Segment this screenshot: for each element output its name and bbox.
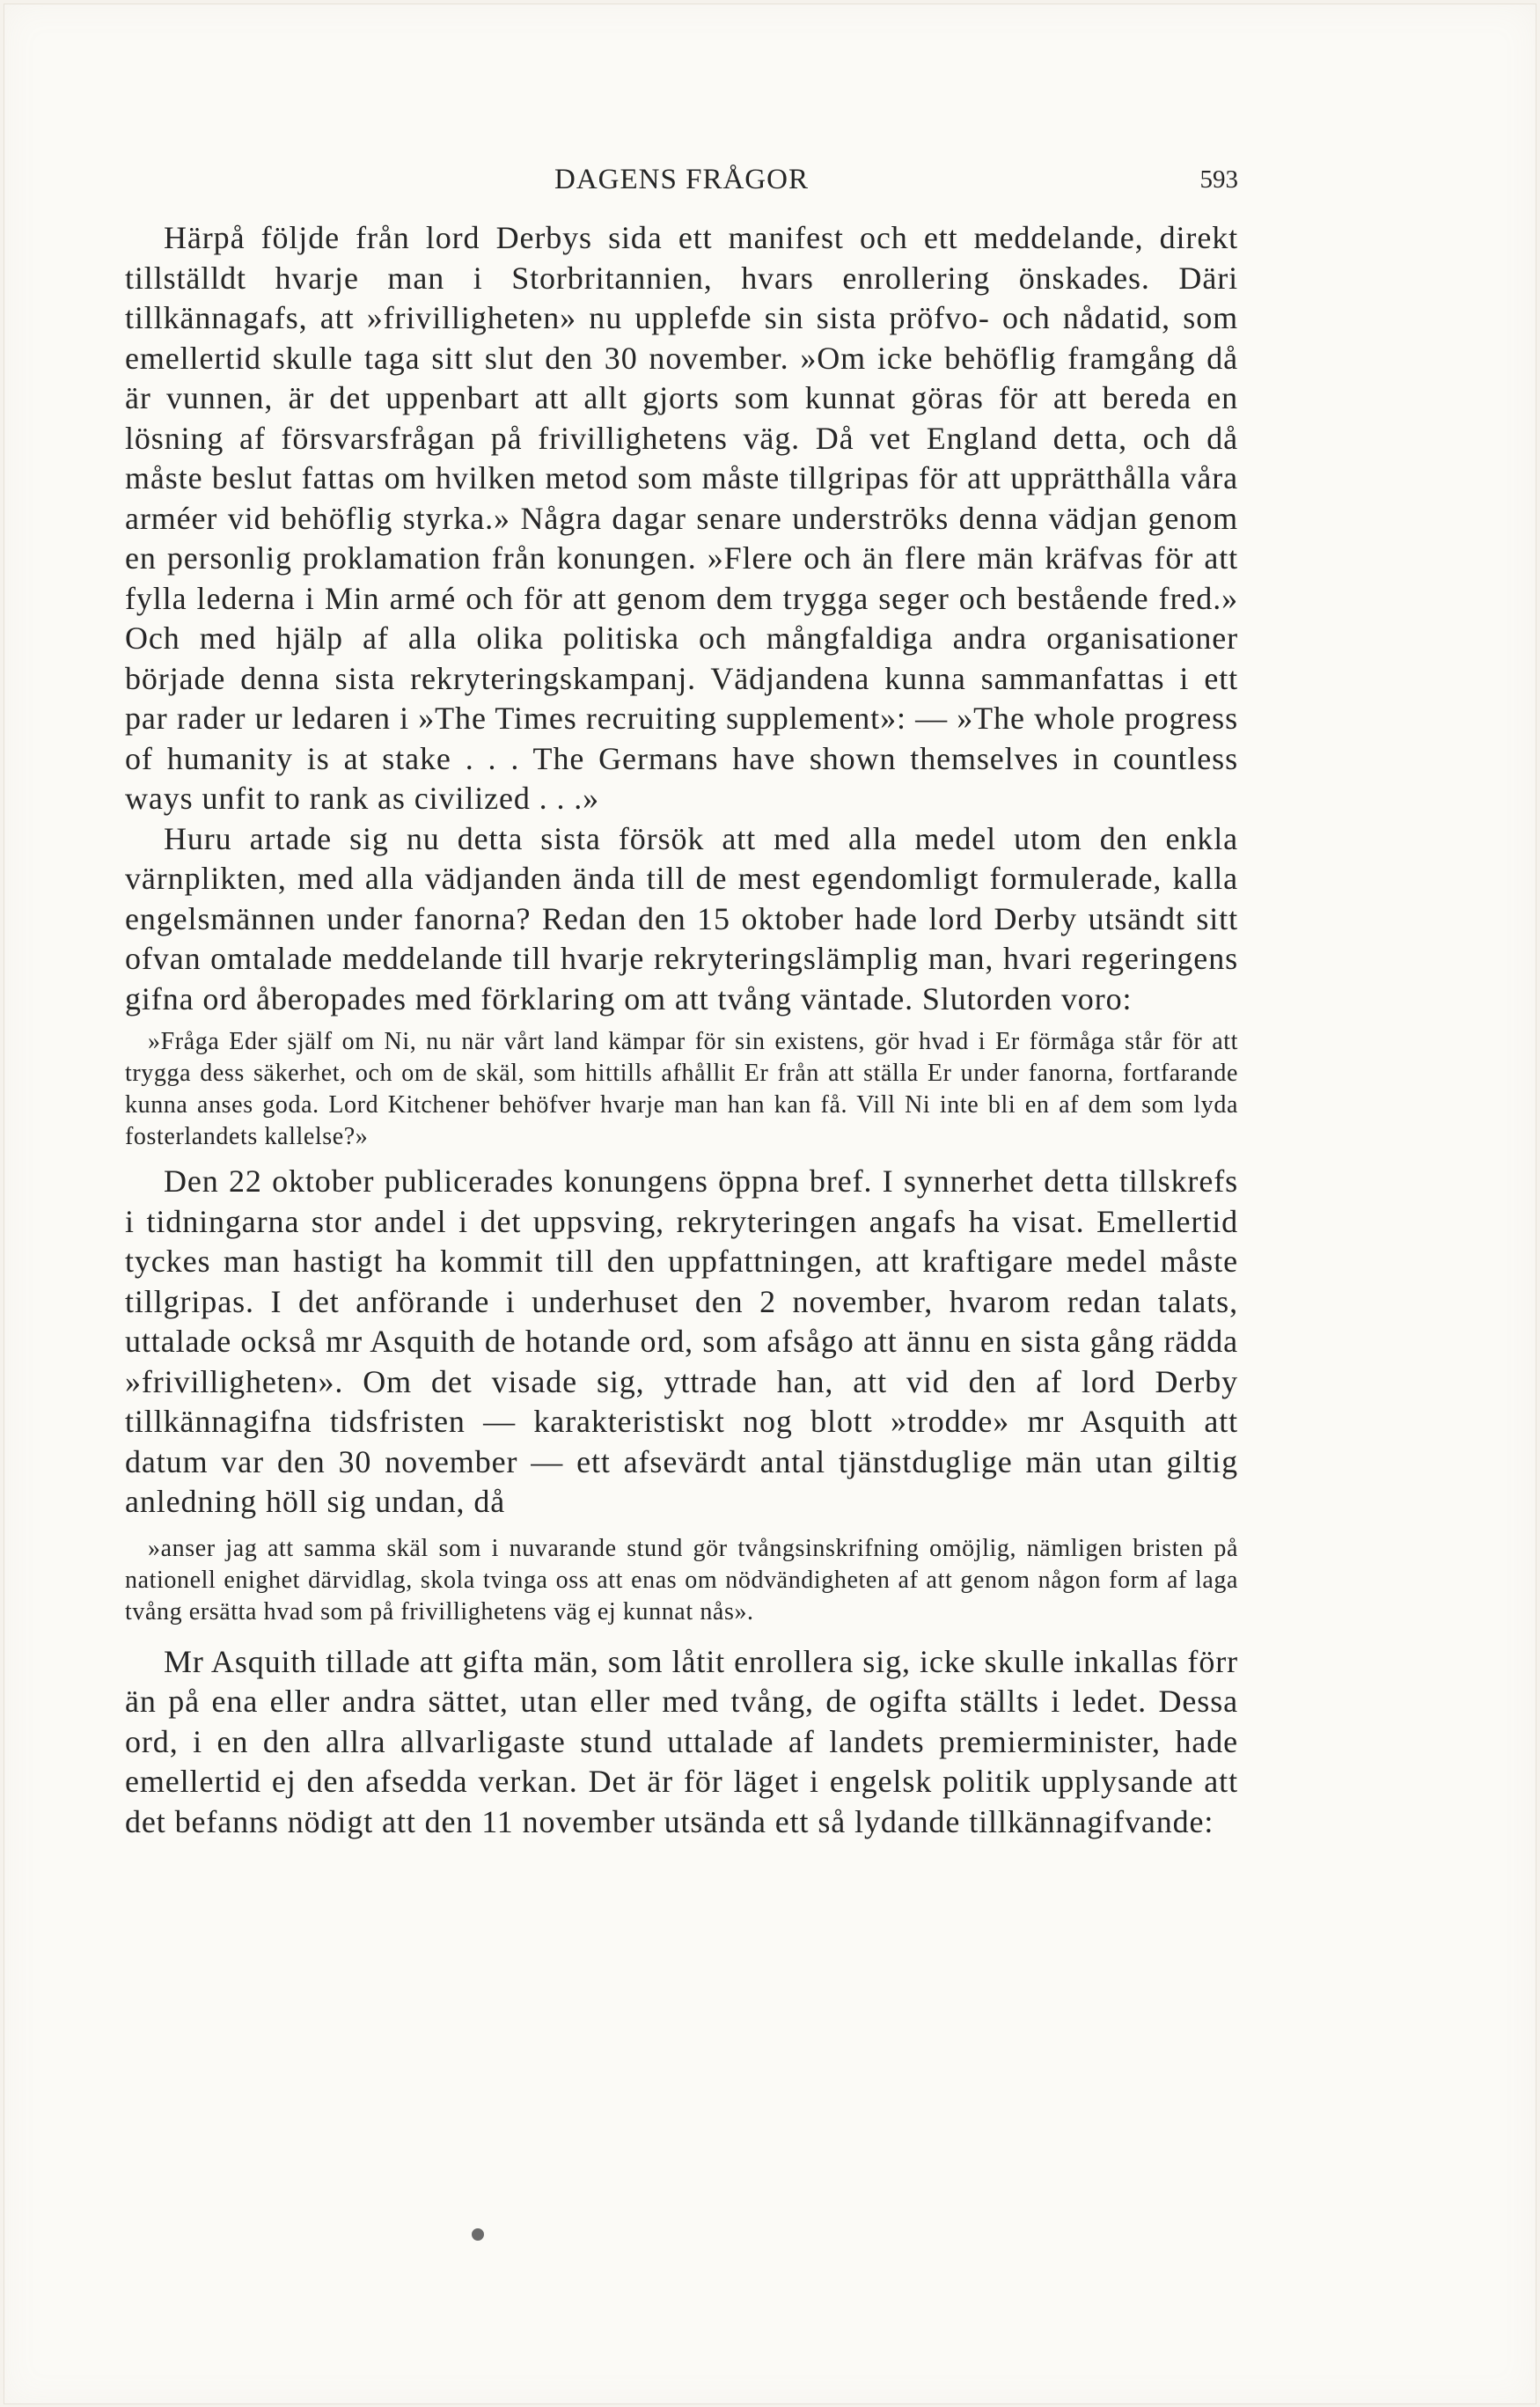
quote-derby-letter: »Fråga Eder själf om Ni, nu när vårt land kämpar för sin existens, gör hvad i Er förmåga står för att trygga dess säkerhet, och om de skäl, som hittills afhållit Er från att ställa Er under fanorna, fortfarande kunna anses goda. Lord Kitchener behöfver hvarje man han kan få. Vill Ni inte bli en af dem som lyda fosterlandets kallelse?»: [125, 1028, 1238, 1150]
paragraph-last-attempt: Huru artade sig nu detta sista försök att med alla medel utom den enkla värnplikten, med alla vädjanden ända till de mest egendomligt formulerade, kalla engelsmännen under fanorna? Redan den 15 oktober hade lord Derby utsändt sitt ofvan omtalade meddelande till hvarje rekryteringslämplig man, hvari regeringens gifna ord åberopades med förklaring om att tvång väntade. Slutorden voro:: [125, 820, 1238, 1016]
book-page: [125, 158, 1238, 1842]
running-head: [125, 158, 1238, 202]
paragraph-married-men: Mr Asquith tillade att gifta män, som låtit enrollera sig, icke skulle inkallas förr än på ena eller andra sättet, utan eller med tvång, de ogifta ställts i ledet. Dessa ord, i en den allra allvarligaste stund uttalade af landets premierminister, hade emellertid ej den afsedda verkan. Det är för läget i engelsk politik upplysande att det befanns nödigt att den 11 november utsända ett så lydande tillkännagifvande:: [125, 1643, 1238, 1839]
page-body: [125, 218, 1238, 1842]
page-number: 593: [1199, 165, 1238, 194]
running-title: DAGENS FRÅGOR: [554, 164, 809, 195]
paragraph-king-letter: Den 22 oktober publicerades konungens öppna bref. I synnerhet detta tillskrefs i tidningarna stor andel i det uppsving, rekryteringen angafs ha visat. Emellertid tyckes man hastigt ha kommit till den uppfattningen, att kraftigare medel måste tillgripas. I det anförande i underhuset den 2 november, hvarom redan talats, uttalade också mr Asquith de hotande ord, som afsågo att ännu en sista gång rädda »frivilligheten». Om det visade sig, yttrade han, att vid den af lord Derby tillkännagifna tidsfristen — karakteristiskt nog blott »trodde» mr Asquith att datum var den 30 november — ett afsevärdt antal tjänstduglige män utan giltig anledning höll sig undan, då: [125, 1163, 1238, 1519]
quote-asquith: »anser jag att samma skäl som i nuvarande stund gör tvångsinskrifning omöjlig, nämligen bristen på nationell enighet därvidlag, skola tvinga oss att enas om nödvändigheten af att genom någon form af laga tvång ersätta hvad som på frivillighetens väg ej kunnat nås».: [125, 1534, 1238, 1625]
paragraph-derby-manifest: Härpå följde från lord Derbys sida ett manifest och ett meddelande, direkt tillställdt hvarje man i Storbritannien, hvars enrollering önskades. Däri tillkännagafs, att »frivilligheten» nu upplefde sin sista pröfvo- och nådatid, som emellertid skulle taga sitt slut den 30 november. »Om icke behöflig framgång då är vunnen, är det uppenbart att allt gjorts som kunnat göras för att bereda en lösning af försvarsfrågan på frivillighetens väg. Då vet England detta, och då måste beslut fattas om hvilken metod som måste tillgripas för att upprätthålla våra arméer vid behöflig styrka.» Några dagar senare underströks denna vädjan genom en personlig proklamation från konungen. »Flere och än flere män kräfvas för att fylla lederna i Min armé och för att genom dem trygga seger och bestående fred.» Och med hjälp af alla olika politiska och mångfaldiga andra organisationer började denna sista rekryteringskampanj. Vädjandena kunna sammanfattas i ett par rader ur ledaren i »The Times recruiting supplement»: — »The whole progress of humanity is at stake . . . The Germans have shown themselves in countless ways unfit to rank as civilized . . .»: [125, 220, 1238, 816]
ink-spot: [472, 2228, 484, 2241]
